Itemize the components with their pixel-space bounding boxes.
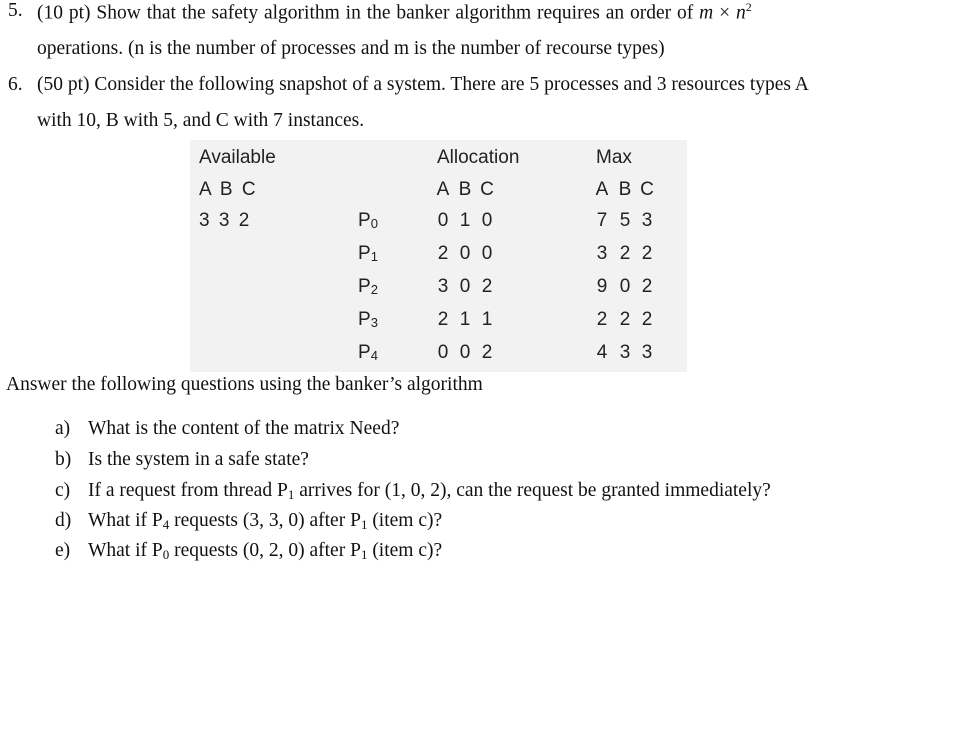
max-cell: 5: [619, 210, 631, 231]
process-label: P3: [358, 309, 378, 330]
allocation-cell: 0: [459, 276, 471, 297]
subquestion-d-subscript: 4: [162, 517, 170, 532]
math-m: m: [699, 2, 714, 24]
math-times: ×: [719, 2, 731, 24]
allocation-column-c: C: [480, 179, 494, 200]
subquestion-c-pre: If a request from thread P: [88, 480, 288, 501]
subquestion-e-text: [88, 540, 442, 563]
allocation-column-a: A: [436, 179, 450, 200]
max-cell: 2: [641, 276, 653, 297]
question-5-statement: (10 pt) Show that the safety algorithm in the banker algorithm requires an order of: [37, 2, 694, 24]
question-6-text: (50 pt) Consider the following snapshot of a system. There are 5 processes and 3 resources types A: [37, 74, 809, 95]
subquestion-b-text: Is the system in a safe state?: [88, 449, 309, 470]
question-6-number: 6.: [8, 74, 23, 95]
allocation-cell: 0: [437, 342, 449, 363]
max-cell: 2: [596, 309, 608, 330]
max-column-a: A: [595, 179, 609, 200]
allocation-header: Allocation: [437, 147, 520, 168]
process-label: P2: [358, 276, 378, 297]
max-cell: 2: [641, 243, 653, 264]
subquestion-c-post: arrives for (1, 0, 2), can the request be granted immediately?: [294, 480, 771, 501]
allocation-cell: 1: [481, 309, 493, 330]
question-5-number: 5.: [8, 0, 23, 21]
max-column-b: B: [618, 179, 632, 200]
max-column-c: C: [640, 179, 654, 200]
allocation-cell: 2: [481, 276, 493, 297]
allocation-cell: 1: [459, 210, 471, 231]
question-5-line2: operations. (n is the number of processes and m is the number of recourse types): [37, 38, 665, 59]
subquestion-b-label: b): [55, 449, 72, 470]
max-header: Max: [596, 147, 632, 168]
subquestion-d-pre: What if P: [88, 510, 163, 531]
allocation-cell: 3: [437, 276, 449, 297]
max-cell: 3: [641, 210, 653, 231]
allocation-cell: 1: [459, 309, 471, 330]
max-cell: 3: [641, 342, 653, 363]
subquestion-c-text: [88, 480, 771, 503]
question-6-line2: with 10, B with 5, and C with 7 instances.: [37, 110, 365, 131]
max-cell: 3: [596, 243, 608, 264]
subquestion-d-subscript2: 1: [360, 517, 368, 532]
max-cell: 9: [596, 276, 608, 297]
process-label: P0: [358, 210, 378, 231]
allocation-cell: 0: [459, 243, 471, 264]
math-n: n: [735, 2, 746, 24]
allocation-column-b: B: [458, 179, 472, 200]
max-cell: 0: [619, 276, 631, 297]
subquestion-a-label: a): [55, 418, 71, 439]
subquestion-e-subscript2: 1: [360, 547, 368, 562]
process-label: P1: [358, 243, 378, 264]
subquestion-e-subscript: 0: [162, 547, 170, 562]
available-header: Available: [199, 147, 276, 168]
allocation-cell: 0: [481, 210, 493, 231]
allocation-cell: 0: [459, 342, 471, 363]
allocation-cell: 2: [437, 243, 449, 264]
available-columns: A B C: [199, 179, 258, 200]
answer-intro: Answer the following questions using the banker’s algorithm: [6, 374, 483, 395]
max-cell: 2: [641, 309, 653, 330]
subquestion-c-subscript: 1: [287, 487, 295, 502]
allocation-cell: 0: [481, 243, 493, 264]
subquestion-d-mid: requests (3, 3, 0) after P: [169, 510, 361, 531]
process-label: P4: [358, 342, 378, 363]
subquestion-d-text: [88, 510, 442, 533]
available-values: 3 3 2: [199, 210, 252, 231]
question-5-text: [37, 0, 752, 25]
subquestion-c-label: c): [55, 480, 71, 501]
max-cell: 3: [619, 342, 631, 363]
allocation-cell: 2: [481, 342, 493, 363]
allocation-cell: 0: [437, 210, 449, 231]
max-cell: 2: [619, 309, 631, 330]
subquestion-d-label: d): [55, 510, 72, 531]
allocation-cell: 2: [437, 309, 449, 330]
subquestion-d-post: (item c)?: [367, 510, 443, 531]
max-cell: 2: [619, 243, 631, 264]
subquestion-e-post: (item c)?: [367, 540, 443, 561]
max-cell: 4: [596, 342, 608, 363]
subquestion-a-text: What is the content of the matrix Need?: [88, 418, 400, 439]
math-exponent: 2: [745, 0, 752, 14]
max-cell: 7: [596, 210, 608, 231]
subquestion-e-label: e): [55, 540, 71, 561]
subquestion-e-mid: requests (0, 2, 0) after P: [169, 540, 361, 561]
subquestion-e-pre: What if P: [88, 540, 163, 561]
